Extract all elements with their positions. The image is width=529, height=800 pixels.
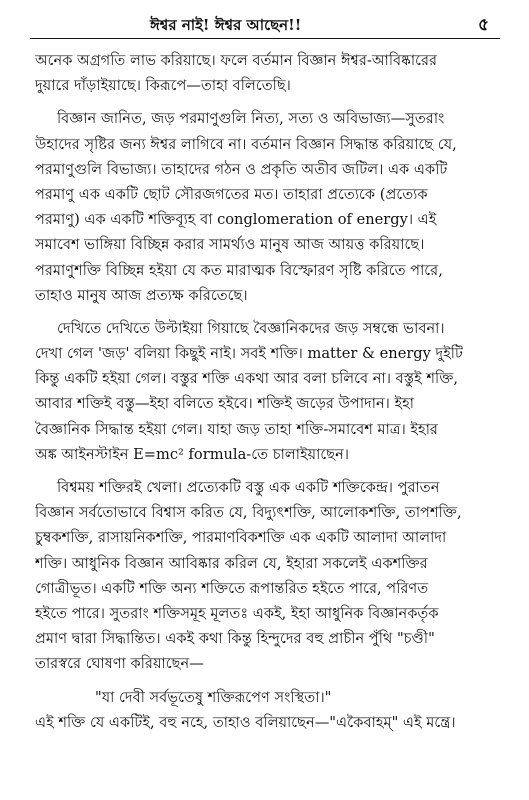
paragraph bbox=[35, 106, 507, 308]
header-rule bbox=[30, 38, 500, 39]
text-line: শক্তি। আধুনিক বিজ্ঞান আবিষ্কার করিল যে, ইহারা সকলেই একশক্তির bbox=[35, 554, 428, 572]
quote-line: "যা দেবী সর্বভূতেষু শক্তিরূপেণ সংস্থিতা।" bbox=[95, 688, 332, 706]
quotation bbox=[35, 685, 507, 710]
text-line: চুম্বকশক্তি, রাসায়নিকশক্তি, পারমাণবিকশক্তি এক একটি আলাদা আলাদা bbox=[35, 529, 447, 547]
text-line: দেখা গেল 'জড়' বলিয়া কিছুই নাই। সবই শক্তি। matter & energy দুইটি bbox=[35, 345, 463, 363]
text-line: বিশ্বময় শক্তিরই খেলা। প্রত্যেকটি বস্তু এক একটি শক্তিকেন্দ্র। পুরাতন bbox=[57, 479, 440, 496]
text-line: উহাদের সৃষ্টির জন্য ঈশ্বর লাগিবে না। বর্তমান বিজ্ঞান সিদ্ধান্ত করিয়াছে যে, bbox=[35, 135, 457, 153]
text-line: হইতে পারে। সুতরাং শক্তিসমূহ মূলতঃ একই, ইহা আধুনিক বিজ্ঞানকর্তৃক bbox=[35, 604, 439, 622]
text-line: অনেক অগ্রগতি লাভ করিয়াছে। ফলে বর্তমান বিজ্ঞান ঈশ্বর-আবিষ্কারের bbox=[35, 52, 438, 69]
text-line: আবার শক্তিই বস্তু—ইহা বলিতে হইবে। শক্তিই জড়ের উপাদান। ইহা bbox=[35, 395, 415, 413]
body-text bbox=[35, 48, 507, 735]
paragraph bbox=[35, 316, 507, 467]
text-line: প্রমাণ দ্বারা সিদ্ধান্তিত। একই কথা কিন্তু হিন্দুদের বহু প্রাচীন পুঁথি "চণ্ডী" bbox=[35, 630, 435, 648]
text-line: অঙ্ক আইনস্টাইন E=mc² formula-তে চালাইয়াছেন। bbox=[35, 445, 350, 463]
text-line: সমাবেশ ভাঙ্গিয়া বিচ্ছিন্ন করার সামর্থ্যও মানুষ আজ আয়ত্ত করিয়াছে। bbox=[35, 236, 425, 254]
paragraph bbox=[35, 48, 507, 98]
text-line: দুয়ারে দাঁড়াইয়াছে। কিরূপে—তাহা বলিতেছি। bbox=[35, 77, 291, 95]
text-line: পরমাণু) এক একটি শক্তিব্যূহ বা conglomeration of energy। এই bbox=[35, 211, 437, 229]
paragraph bbox=[35, 710, 507, 735]
text-line: বিজ্ঞান জানিত, জড় পরমাণুগুলি নিত্য, সত্য ও অবিভাজ্য—সুতরাং bbox=[57, 110, 445, 128]
paragraph bbox=[35, 475, 507, 677]
text-line: এই শক্তি যে একটিই, বহু নহে, তাহাও বলিয়াছেন—"একৈবাহম্" এই মন্ত্রে। bbox=[35, 713, 456, 731]
running-title: ঈশ্বর নাই! ঈশ্বর আছেন!! bbox=[150, 16, 302, 34]
text-line: গোত্রীভূত। একটি শক্তি অন্য শক্তিতে রূপান্তরিত হইতে পারে, পরিণত bbox=[35, 579, 429, 597]
text-line: পরমাণুগুলি বিভাজ্য। তাহাদের গঠন ও প্রকৃতি অতীব জটিল। এক একটি bbox=[35, 160, 448, 178]
text-line: বৈজ্ঞানিক সিদ্ধান্ত হইয়া গেল। যাহা জড় তাহা শক্তি-সমাবেশ মাত্র। ইহার bbox=[35, 420, 438, 438]
text-line: দেখিতে দেখিতে উল্টাইয়া গিয়াছে বৈজ্ঞানিকদের জড় সম্বন্ধে ভাবনা। bbox=[57, 319, 445, 337]
page-number: ৫ bbox=[478, 15, 490, 35]
text-line: কিন্তু একটি হইয়া গেল। বস্তুর শক্তি একথা আর বলা চলিবে না। বস্তুই শক্তি, bbox=[35, 370, 459, 388]
text-line: বিজ্ঞান সর্বতোভাবে বিশ্বাস করিত যে, বিদ্যুৎশক্তি, আলোকশক্তি, তাপশক্তি, bbox=[35, 504, 462, 522]
text-line: পরমাণু এক একটি ছোট সৌরজগতের মত। তাহারা প্রত্যেকে (প্রত্যেক bbox=[35, 185, 428, 203]
text-line: পরমাণুশক্তি বিচ্ছিন্ন হইয়া যে কত মারাত্মক বিস্ফোরণ সৃষ্টি করিতে পারে, bbox=[35, 261, 443, 279]
text-line: তারস্বরে ঘোষণা করিয়াছেন— bbox=[35, 655, 204, 673]
text-line: তাহাও মানুষ আজ প্রত্যক্ষ করিতেছে। bbox=[35, 286, 248, 304]
